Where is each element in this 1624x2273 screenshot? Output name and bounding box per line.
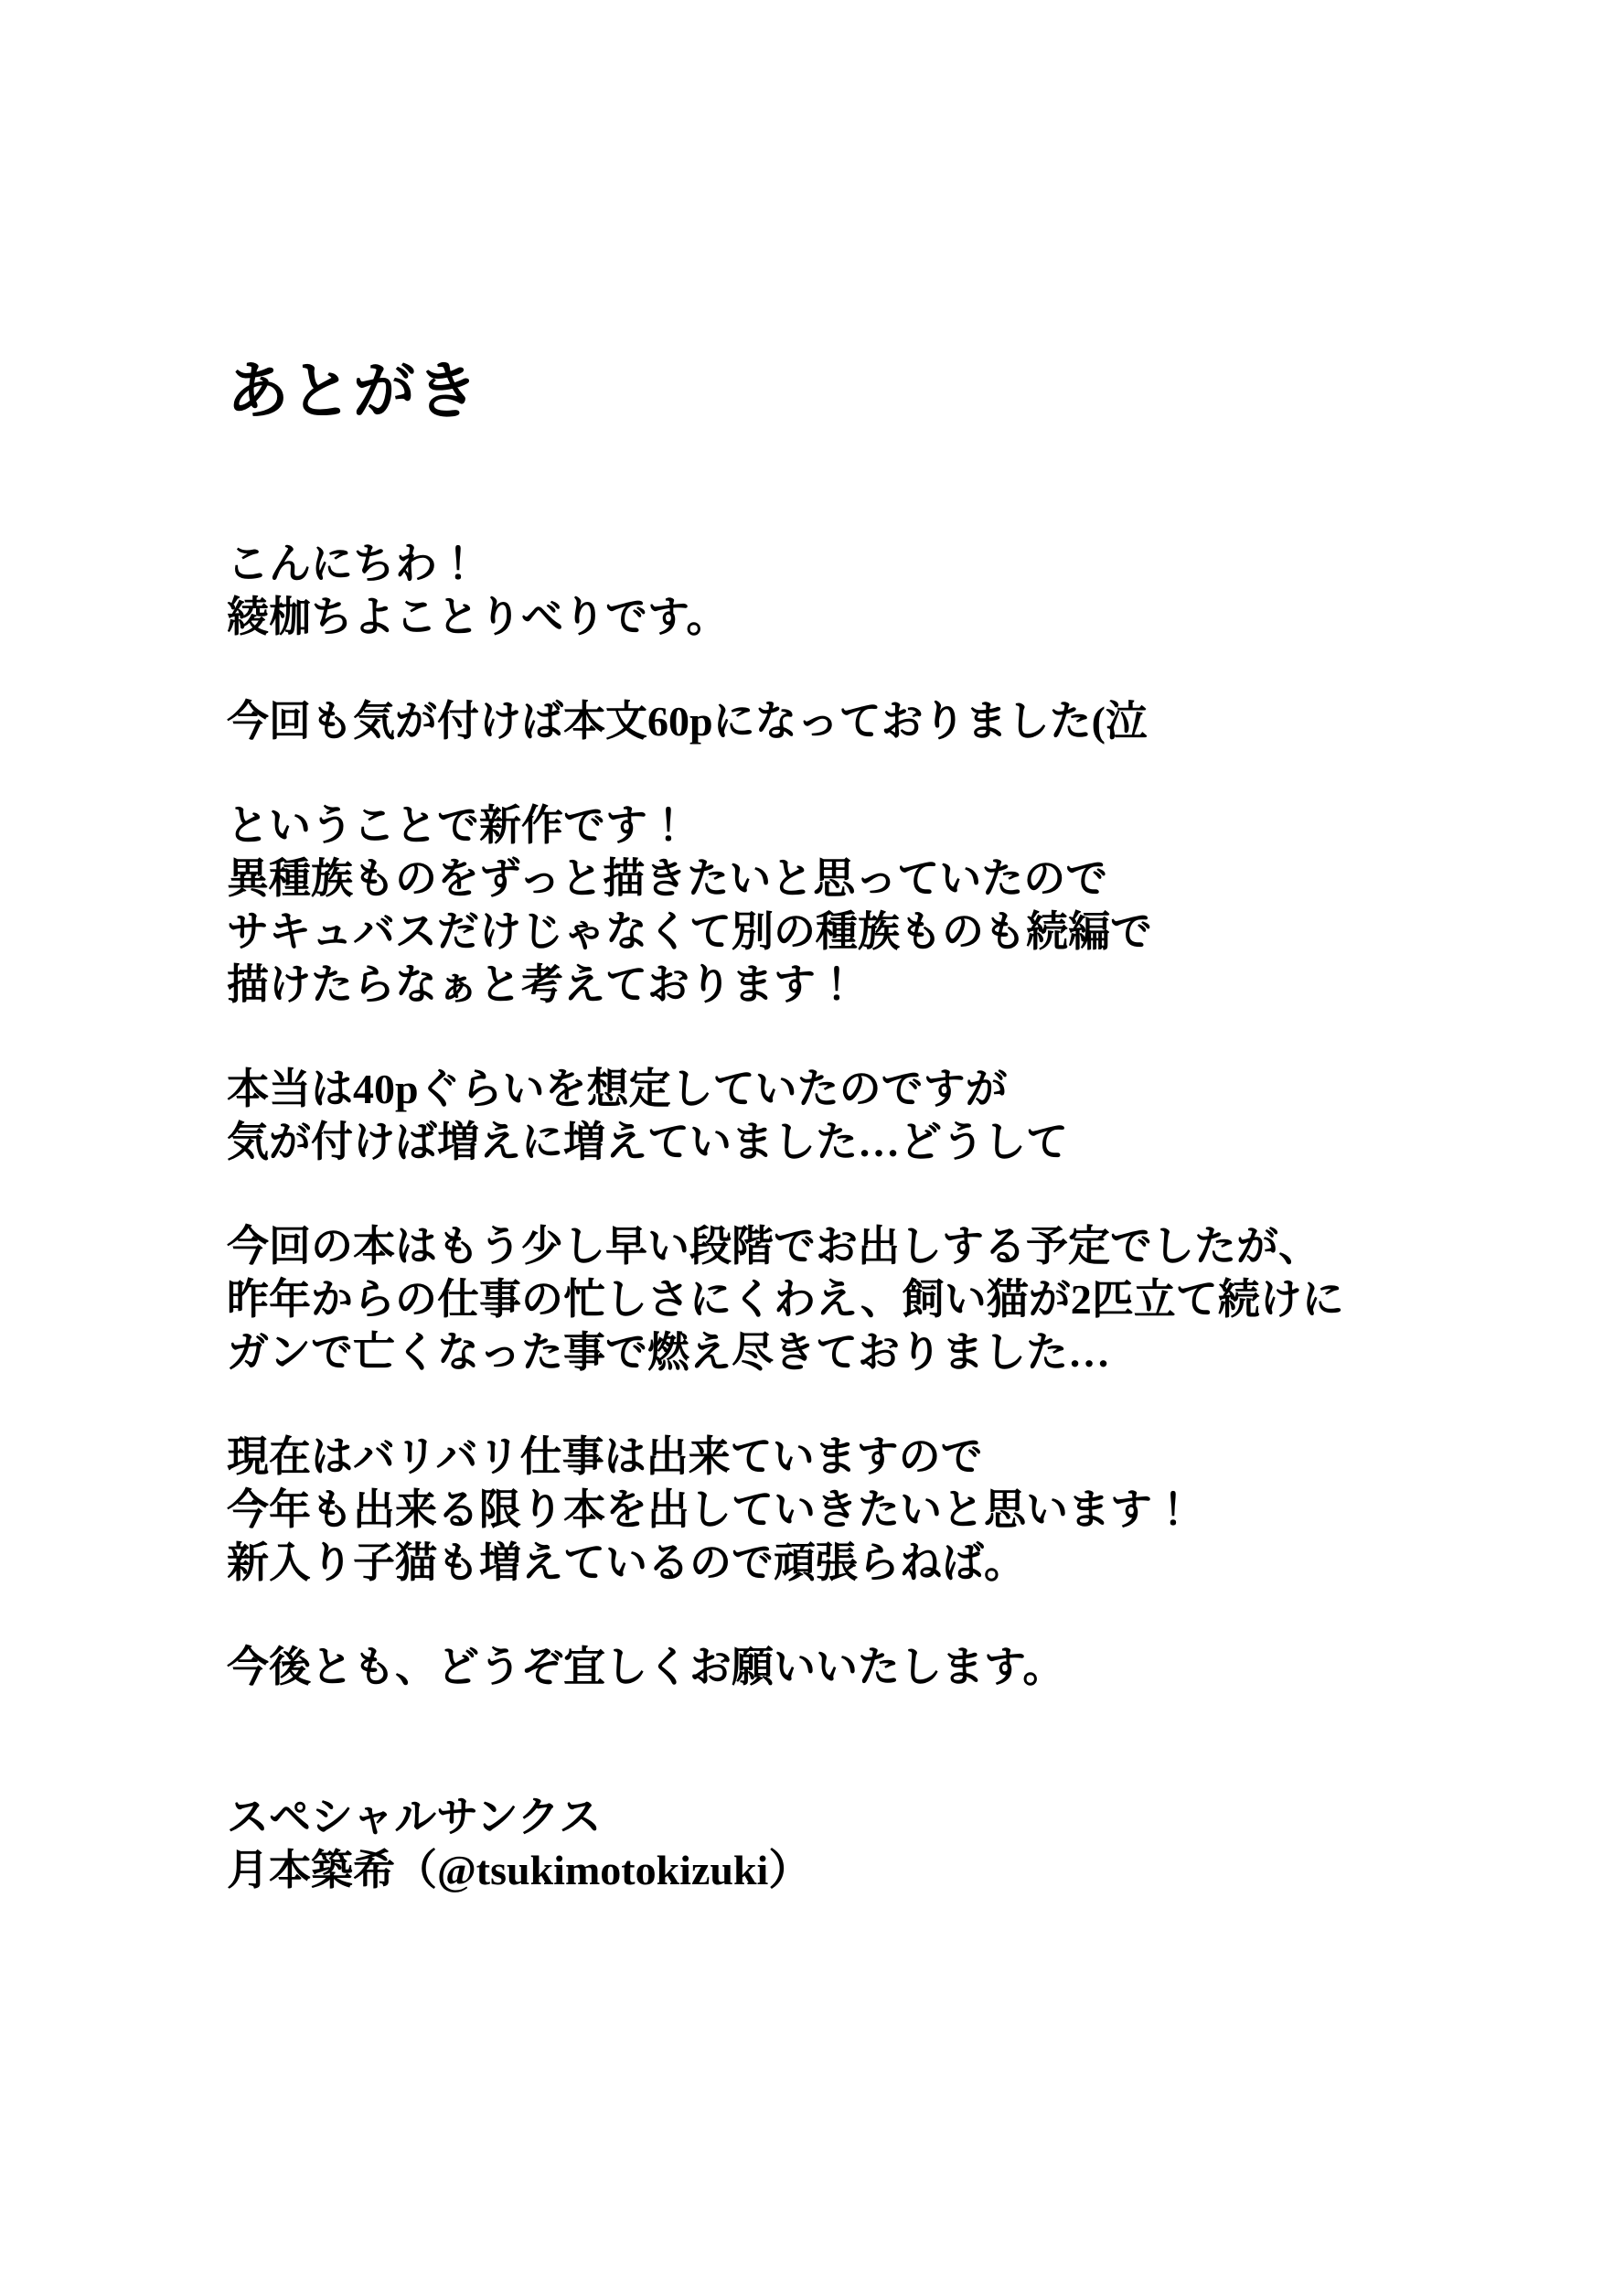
paragraph-new-work xyxy=(227,799,1507,1012)
afterword-body xyxy=(227,538,1507,1745)
paragraph-delay-reason xyxy=(227,1220,1507,1379)
text-line: こんにちわ！ xyxy=(227,541,479,587)
text-line: 本当は40pぐらいを想定していたのですが xyxy=(227,1066,1008,1112)
paragraph-greeting xyxy=(227,538,1507,644)
text-line: 新入り子猫も増えているので頑張らねば。 xyxy=(227,1539,1026,1586)
text-line: 今回の本はもう少し早い段階でお出しする予定でしたが、 xyxy=(227,1223,1320,1270)
text-line: 今年も出来る限り本を出していきたいと思います！ xyxy=(227,1486,1194,1533)
text-line: 気が付けば増えに増えていました…どうして xyxy=(227,1119,1068,1165)
special-thanks-name: 月本築希（@tsukimotokizuki） xyxy=(227,1847,811,1893)
paragraph-current-status xyxy=(227,1431,1507,1590)
text-line: 今回も気が付けば本文60pになっておりました(泣 xyxy=(227,698,1148,745)
text-line: 異種族ものをずっと描きたいと思っていたので xyxy=(227,855,1108,902)
special-thanks-heading: スペシャルサンクス xyxy=(227,1794,602,1840)
text-line: サキュバスだけじゃなくて別の種族ものも続編で xyxy=(227,908,1152,955)
text-line: ということで新作です！ xyxy=(227,802,689,849)
text-line: ガンで亡くなった事で燃え尽きておりました… xyxy=(227,1329,1110,1376)
paragraph-planned-pages xyxy=(227,1063,1507,1169)
text-line: 現在はバリバリ仕事は出来ていますので xyxy=(227,1433,983,1480)
paragraph-closing xyxy=(227,1641,1507,1694)
text-line: 今後とも、どうぞ宜しくお願いいたします。 xyxy=(227,1644,1065,1690)
paragraph-page-count xyxy=(227,695,1507,748)
text-line: 綾枷ちよことりべりです。 xyxy=(227,594,729,640)
text-line: 描けたらなぁと考えております！ xyxy=(227,961,858,1008)
page-title: あとがき xyxy=(227,357,480,426)
special-thanks xyxy=(227,1791,810,1897)
text-line: 昨年からの仕事の忙しさにくわえ、飼い猫が2匹立て続けに xyxy=(227,1276,1344,1323)
